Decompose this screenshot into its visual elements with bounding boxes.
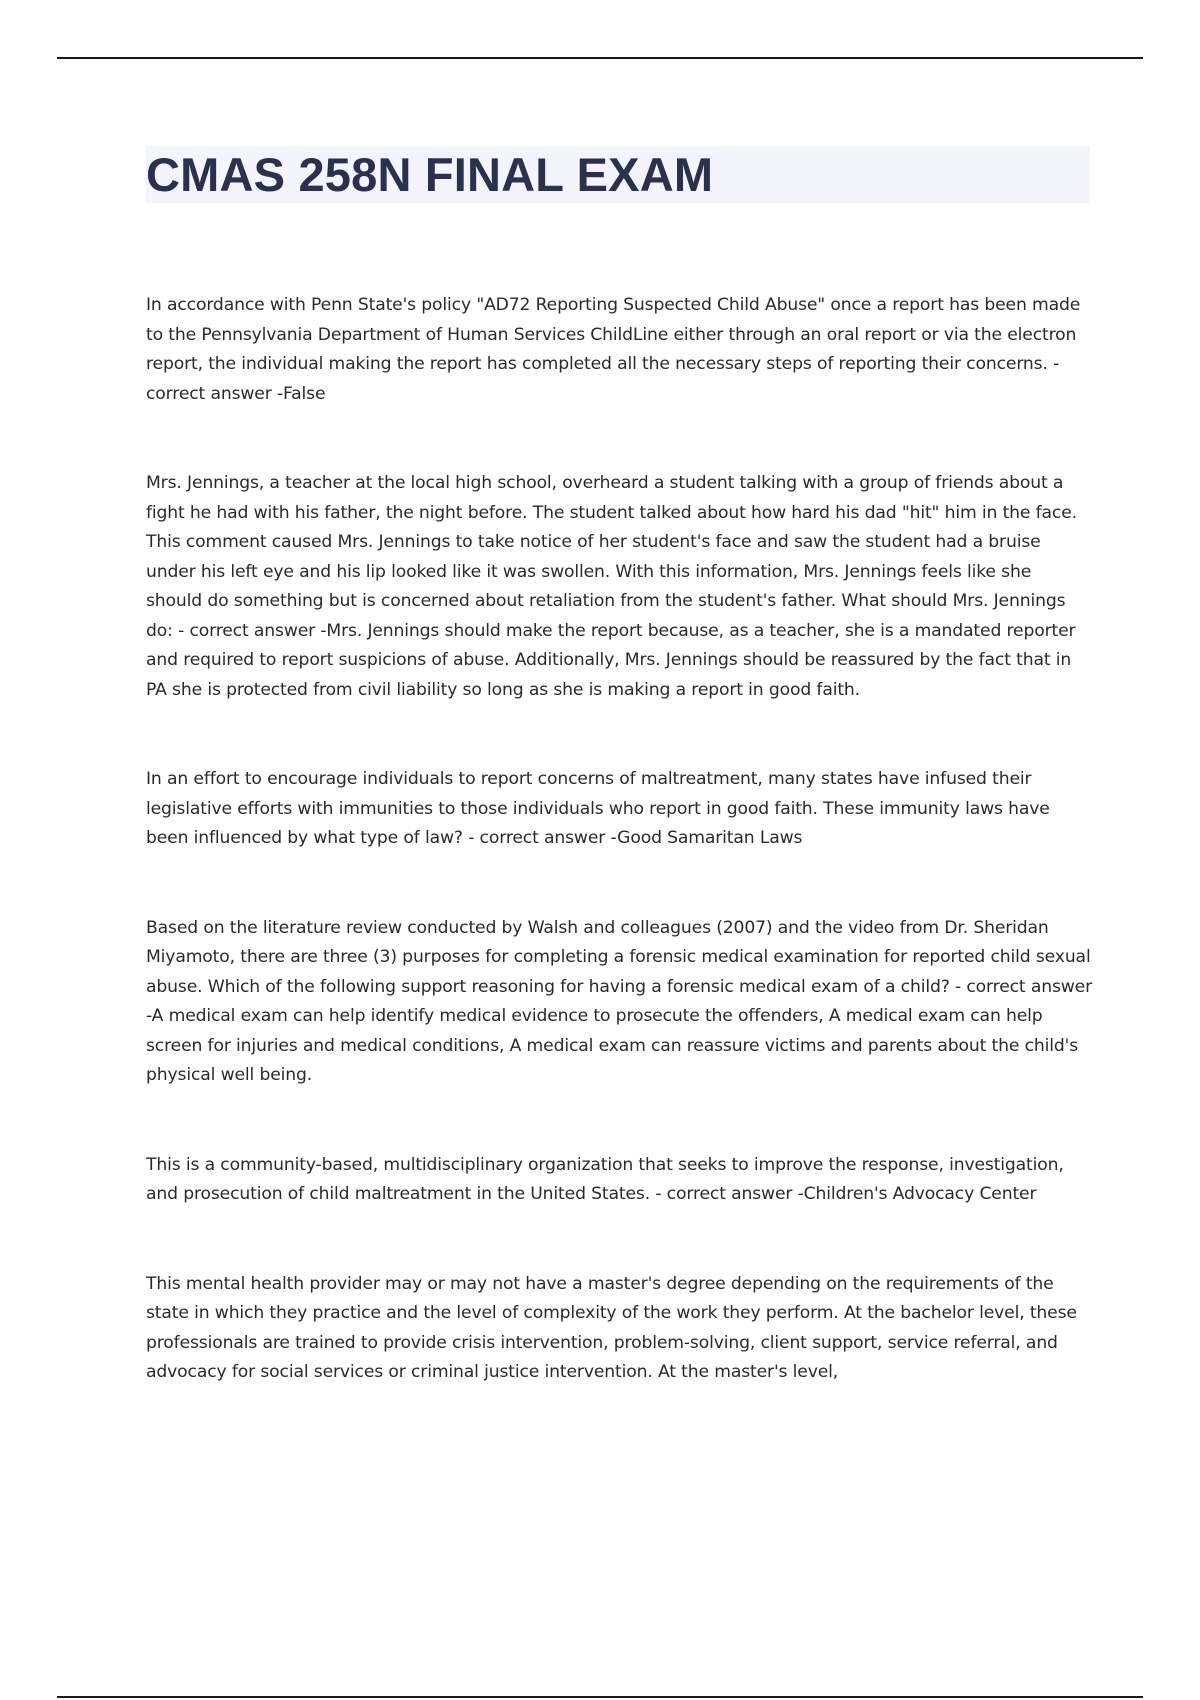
qa-entry-5: This is a community-based, multidisciplinary organization that seeks to improve the response, investigation, and prosecution of child maltreatment in the United States. - correct answer -Children's Advocacy Center — [146, 1154, 1064, 1204]
top-rule — [57, 57, 1143, 59]
qa-entry-3: In an effort to encourage individuals to report concerns of maltreatment, many states have infused their legislative efforts with immunities to those individuals who report in good faith. These immunity laws have been influenced by what type of law? - correct answer -Good Samaritan Laws — [146, 769, 1050, 848]
exam-content — [146, 291, 1092, 1448]
qa-entry-2: Mrs. Jennings, a teacher at the local high school, overheard a student talking with a group of friends about a fight he had with his father, the night before. The student talked about how hard his dad "hit" him in the face. This comment caused Mrs. Jennings to take notice of her student's face and saw the student had a bruise under his left eye and his lip looked like it was swollen. With this information, Mrs. Jennings feels like she should do something but is concerned about retaliation from the student's father. What should Mrs. Jennings do: - correct answer -Mrs. Jennings should make the report because, as a teacher, she is a mandated reporter and required to report suspicions of abuse. Additionally, Mrs. Jennings should be reassured by the fact that in PA she is protected from civil liability so long as she is making a report in good faith. — [146, 473, 1077, 700]
page-title: CMAS 258N FINAL EXAM — [146, 148, 714, 201]
bottom-rule — [57, 1696, 1143, 1698]
qa-entry-6: This mental health provider may or may not have a master's degree depending on the requirements of the state in which they practice and the level of complexity of the work they perform. At the bachelor level, these professionals are trained to provide crisis intervention, problem-solving, client support, service referral, and advocacy for social services or criminal justice intervention. At the master's level, — [146, 1273, 1077, 1382]
qa-entry-4: Based on the literature review conducted by Walsh and colleagues (2007) and the video from Dr. Sheridan Miyamoto, there are three (3) purposes for completing a forensic medical examination for reported child sexual abuse. Which of the following support reasoning for having a forensic medical exam of a child? - correct answer -A medical exam can help identify medical evidence to prosecute the offenders, A medical exam can help screen for injuries and medical conditions, A medical exam can reassure victims and parents about the child's physical well being. — [146, 917, 1093, 1085]
qa-entry-1: In accordance with Penn State's policy "AD72 Reporting Suspected Child Abuse" once a report has been made to the Pennsylvania Department of Human Services ChildLine either through an oral report or via the electron report, the individual making the report has completed all the necessary steps of reporting their concerns. - correct answer -False — [146, 295, 1081, 404]
